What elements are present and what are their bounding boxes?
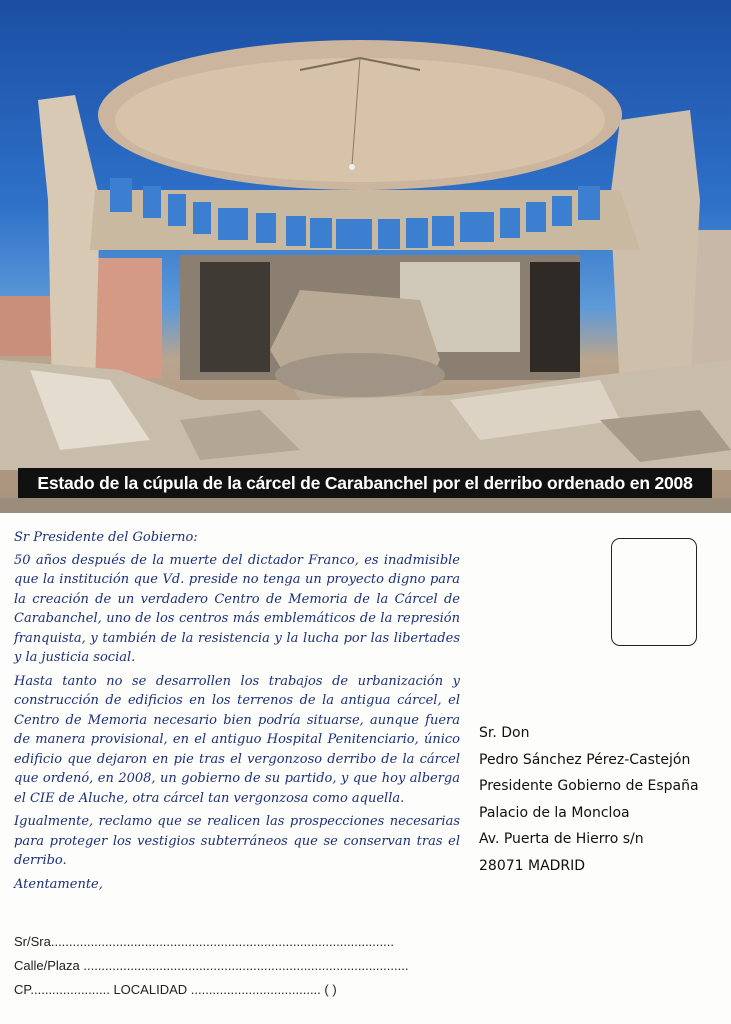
address-line: 28071 MADRID bbox=[479, 857, 586, 874]
letter-paragraph: 50 años después de la muerte del dictador Franco, es inadmisible que la institución que Vd. preside no tenga un proyecto digno para la creación de un verdadero Centro de Memoria de la Cárcel de Carabanchel, uno de los centros más emblemáticos de la represión franquista, y también de la resistencia y la lucha por las libertades y la justicia social. bbox=[14, 552, 460, 665]
letter-paragraph: Igualmente, reclamo que se realicen las prospecciones necesarias para proteger los vestigios subterráneos que se conservan tras el derribo. bbox=[14, 814, 460, 868]
address-line: Sr. Don bbox=[479, 725, 530, 741]
letter-paragraph: Hasta tanto no se desarrollen los trabajos de urbanización y construcción de edificios en los terrenos de la antigua cárcel, el Centro de Memoria necesario bien podría situarse, aunque fuera de manera provisional, en el antiguo Hospital Penitenciario, único edificio que dejaron en pie tras el vergonzoso derribo de la cárcel que ordenó, en 2008, un gobierno de su partido, y que hoy alberga el CIE de Aluche, otra cárcel tan vergonzosa como aquella. bbox=[14, 673, 460, 806]
sender-street-field[interactable]: Calle/Plaza .......................................................................................... bbox=[14, 958, 409, 973]
letter-salutation: Sr Presidente del Gobierno: bbox=[14, 530, 198, 545]
sender-name-field[interactable]: Sr/Sra............................................................................................... bbox=[14, 934, 394, 949]
letter-body bbox=[14, 528, 460, 898]
address-line: Palacio de la Moncloa bbox=[479, 804, 630, 821]
photo-caption: Estado de la cúpula de la cárcel de Carabanchel por el derribo ordenado en 2008 bbox=[18, 468, 712, 498]
address-line: Pedro Sánchez Pérez-Castejón bbox=[479, 751, 691, 768]
letter-closing: Atentamente, bbox=[14, 876, 103, 892]
recipient-address bbox=[479, 720, 699, 880]
sender-cp-locality-field[interactable]: CP...................... LOCALIDAD .................................... ( ) bbox=[14, 982, 337, 997]
sender-form bbox=[14, 930, 474, 1002]
stamp-box bbox=[611, 538, 697, 646]
address-line: Presidente Gobierno de España bbox=[479, 778, 699, 795]
address-line: Av. Puerta de Hierro s/n bbox=[479, 831, 644, 848]
